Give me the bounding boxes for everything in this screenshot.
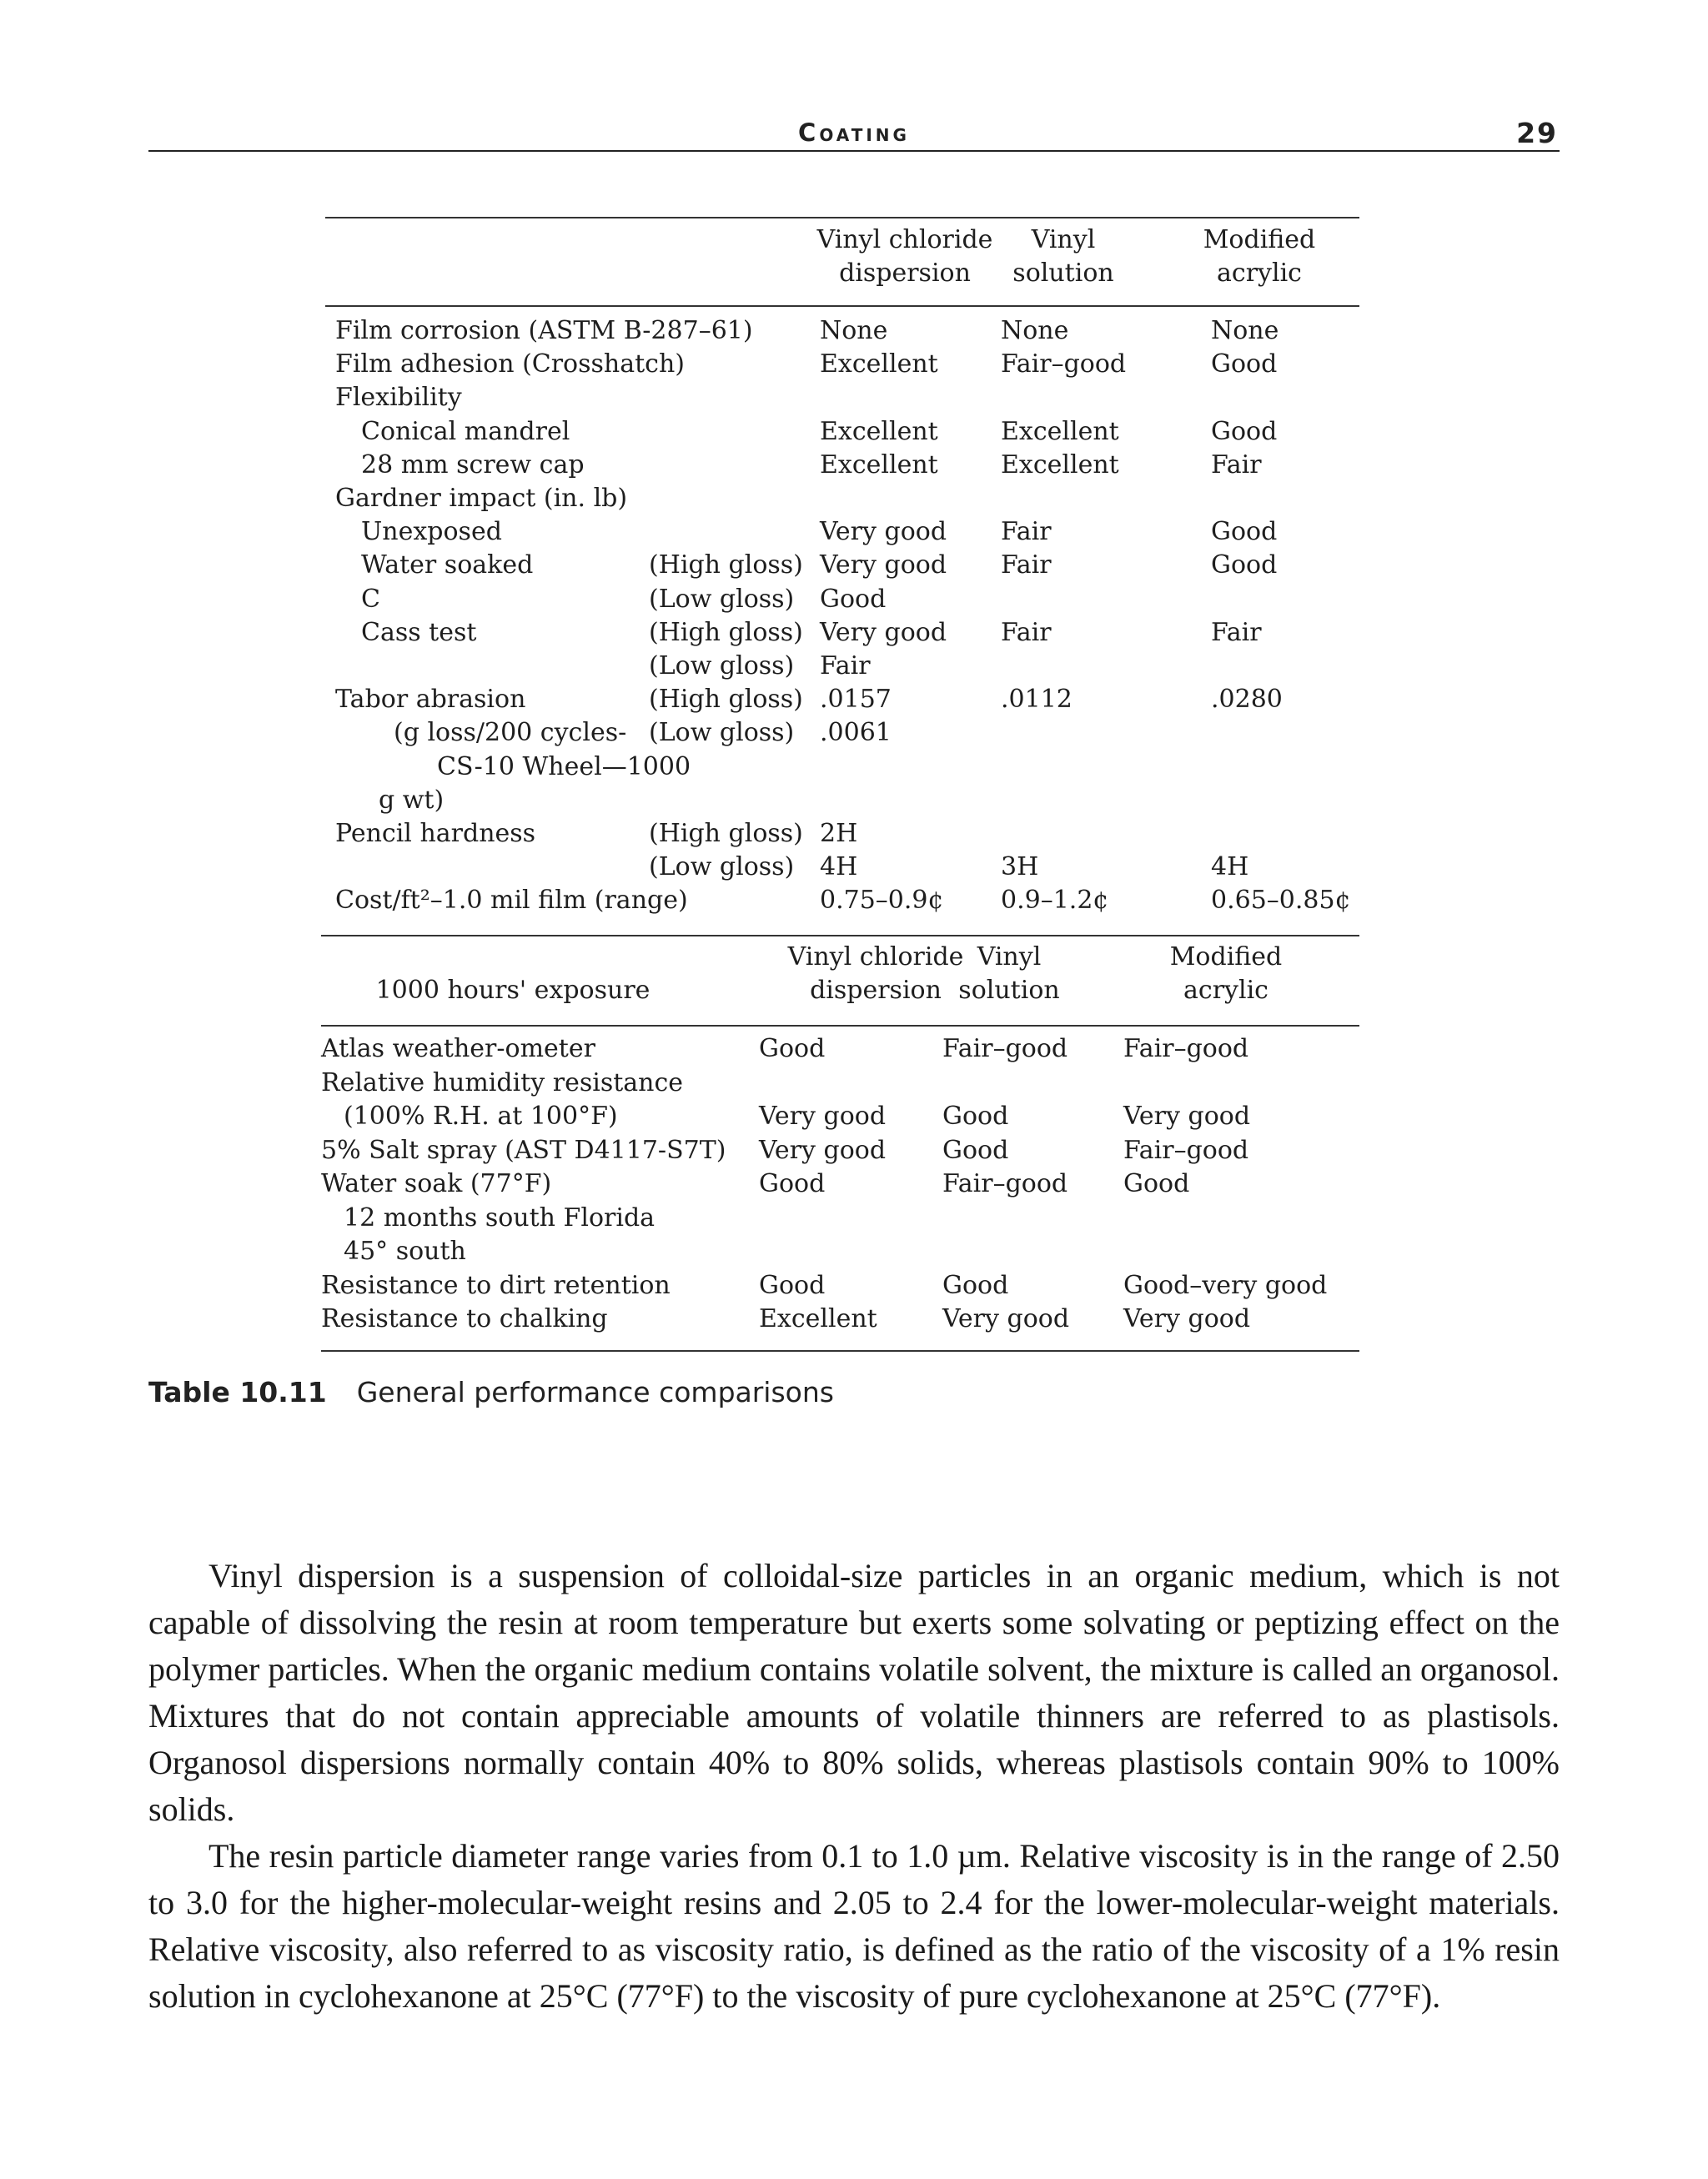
cell-modified-acrylic: Fair–good — [1123, 1135, 1249, 1165]
cell-vinyl-chloride-dispersion: Very good — [759, 1135, 887, 1165]
cell-vinyl-chloride-dispersion: Good — [759, 1270, 826, 1300]
row-label: Film adhesion (Crosshatch) — [335, 349, 686, 379]
cell-modified-acrylic: None — [1211, 316, 1279, 345]
cell-vinyl-chloride-dispersion: None — [820, 316, 888, 345]
row-label: Water soaked — [361, 550, 534, 580]
cell-vinyl-solution: Fair — [1001, 550, 1052, 580]
running-title: Coating — [798, 118, 910, 147]
page-number: 29 — [1516, 117, 1558, 149]
cell-vinyl-solution: 0.9–1.2¢ — [1001, 886, 1109, 916]
table-number: Table 10.11 — [148, 1376, 327, 1408]
cell-modified-acrylic: Good — [1123, 1169, 1190, 1198]
cell-vinyl-chloride-dispersion: Good — [820, 584, 887, 614]
row-label: 28 mm screw cap — [361, 449, 585, 479]
row-label: (100% R.H. at 100°F) — [344, 1102, 618, 1131]
table-title: General performance comparisons — [356, 1376, 834, 1408]
cell-vinyl-chloride-dispersion: Very good — [820, 617, 947, 647]
cell-vinyl-chloride-dispersion: Excellent — [820, 349, 938, 379]
row-label: g wt) — [379, 785, 445, 815]
cell-vinyl-chloride-dispersion: Very good — [820, 550, 947, 580]
cell-vinyl-solution: Fair–good — [942, 1034, 1068, 1063]
cell-vinyl-solution: Excellent — [1001, 449, 1119, 479]
row-label: 45° south — [344, 1237, 466, 1266]
row-label: Flexibility — [335, 383, 462, 413]
cell-modified-acrylic: 0.65–0.85¢ — [1211, 886, 1351, 916]
stub-header: 1000 hours' exposure — [375, 976, 651, 1005]
cell-vinyl-solution: Excellent — [1001, 416, 1119, 446]
row-label: (g loss/200 cycles- — [394, 718, 627, 748]
row-label: Water soak (77°F) — [321, 1169, 552, 1198]
table-bottom-rule — [321, 1350, 1359, 1352]
table-header-rule — [321, 1025, 1359, 1027]
cell-modified-acrylic: Good — [1211, 517, 1278, 547]
cell-vinyl-chloride-dispersion: Good — [759, 1169, 826, 1198]
cell-vinyl-chloride-dispersion: 4H — [820, 852, 858, 882]
row-label: CS-10 Wheel—1000 — [437, 751, 691, 781]
body-text — [148, 1553, 1560, 2020]
column-header-vinyl-solution: Vinyl solution — [958, 942, 1060, 1005]
cell-vinyl-chloride-dispersion: Very good — [820, 517, 947, 547]
column-header-vinyl-chloride-dispersion: Vinyl chloride dispersion — [787, 942, 964, 1005]
cell-modified-acrylic: Good — [1211, 349, 1278, 379]
cell-vinyl-solution: Fair — [1001, 517, 1052, 547]
cell-modified-acrylic: Fair — [1211, 617, 1262, 647]
cell-vinyl-chloride-dispersion: Excellent — [820, 416, 938, 446]
row-label: Pencil hardness — [335, 819, 536, 848]
cell-vinyl-chloride-dispersion: 2H — [820, 819, 858, 848]
cell-vinyl-solution: Good — [942, 1270, 1009, 1300]
row-label: Tabor abrasion — [335, 685, 526, 715]
cell-vinyl-chloride-dispersion: .0061 — [820, 718, 892, 748]
row-note: (Low gloss) — [649, 584, 795, 614]
row-label: Atlas weather-ometer — [321, 1034, 595, 1063]
cell-vinyl-solution: Very good — [942, 1304, 1070, 1333]
row-label: C — [361, 584, 380, 614]
cell-modified-acrylic: .0280 — [1211, 685, 1283, 715]
column-header-vinyl-chloride-dispersion: Vinyl chloride dispersion — [816, 225, 993, 288]
paragraph: Vinyl dispersion is a suspension of colloidal-size particles in an organic medium, which is not capable of dissolving the resin at room temperature but exerts some solvating or peptizing effect on the polymer particles. When the organic medium contains volatile solvent, the mixture is called an organosol. Mixtures that do not contain appreciable amounts of volatile thinners are referred to as plastisols. Organosol dispersions normally contain 40% to 80% solids, whereas plastisols contain 90% to 100% solids. — [148, 1557, 1560, 1828]
cell-vinyl-solution: .0112 — [1001, 685, 1073, 715]
row-label: 12 months south Florida — [344, 1202, 656, 1233]
row-label: Cass test — [361, 617, 477, 647]
row-label: 5% Salt spray (AST D4117-S7T) — [321, 1135, 726, 1165]
cell-modified-acrylic: 4H — [1211, 852, 1249, 882]
row-note: (Low gloss) — [649, 718, 795, 748]
cell-modified-acrylic: Very good — [1123, 1102, 1251, 1131]
cell-modified-acrylic: Good–very good — [1123, 1270, 1328, 1300]
row-label: Gardner impact (in. lb) — [335, 484, 628, 513]
row-label: Unexposed — [361, 517, 502, 547]
cell-modified-acrylic: Very good — [1123, 1304, 1251, 1333]
table-top-rule — [321, 935, 1359, 936]
cell-vinyl-solution: Good — [942, 1135, 1009, 1165]
row-label: Cost/ft²–1.0 mil film (range) — [335, 886, 688, 916]
cell-vinyl-solution: Fair–good — [942, 1169, 1068, 1198]
paragraph: The resin particle diameter range varies from 0.1 to 1.0 µm. Relative viscosity is in the range of 2.50 to 3.0 for the higher-molecular-weight resins and 2.05 to 2.4 for the lower-molecular-weight materials. Relative viscosity, also referred to as viscosity ratio, is defined as the ratio of the viscosity of a 1% resin solution in cyclohexanone at 25°C (77°F) to the viscosity of pure cyclohexanone at 25°C (77°F). — [148, 1837, 1560, 2015]
cell-modified-acrylic: Fair — [1211, 449, 1262, 479]
column-header-modified-acrylic: Modified acrylic — [1203, 225, 1316, 288]
row-label: Film corrosion (ASTM B-287–61) — [335, 316, 753, 345]
cell-modified-acrylic: Good — [1211, 550, 1278, 580]
cell-vinyl-chloride-dispersion: Excellent — [820, 449, 938, 479]
row-note: (Low gloss) — [649, 651, 795, 680]
row-note: (High gloss) — [649, 617, 803, 647]
row-label: Conical mandrel — [361, 416, 570, 446]
cell-modified-acrylic: Good — [1211, 416, 1278, 446]
column-header-vinyl-solution: Vinyl solution — [1012, 225, 1114, 288]
table-caption — [148, 1376, 834, 1408]
row-note: (High gloss) — [649, 819, 803, 848]
cell-vinyl-solution: Good — [942, 1102, 1009, 1131]
row-note: (High gloss) — [649, 685, 803, 715]
cell-modified-acrylic: Fair–good — [1123, 1034, 1249, 1063]
row-note: (High gloss) — [649, 550, 803, 580]
cell-vinyl-chloride-dispersion: Fair — [820, 651, 871, 680]
cell-vinyl-solution: 3H — [1001, 852, 1039, 882]
row-note: (Low gloss) — [649, 852, 795, 882]
cell-vinyl-chloride-dispersion: .0157 — [820, 685, 892, 715]
cell-vinyl-chloride-dispersion: Very good — [759, 1102, 887, 1131]
cell-vinyl-solution: None — [1001, 316, 1069, 345]
cell-vinyl-solution: Fair–good — [1001, 349, 1127, 379]
cell-vinyl-solution: Fair — [1001, 617, 1052, 647]
row-label: Resistance to dirt retention — [321, 1270, 671, 1300]
cell-vinyl-chloride-dispersion: Good — [759, 1034, 826, 1063]
row-label: Resistance to chalking — [321, 1304, 608, 1333]
row-label: Relative humidity resistance — [321, 1067, 684, 1097]
cell-vinyl-chloride-dispersion: 0.75–0.9¢ — [820, 886, 944, 916]
column-header-modified-acrylic: Modified acrylic — [1169, 942, 1283, 1005]
cell-vinyl-chloride-dispersion: Excellent — [759, 1304, 877, 1333]
